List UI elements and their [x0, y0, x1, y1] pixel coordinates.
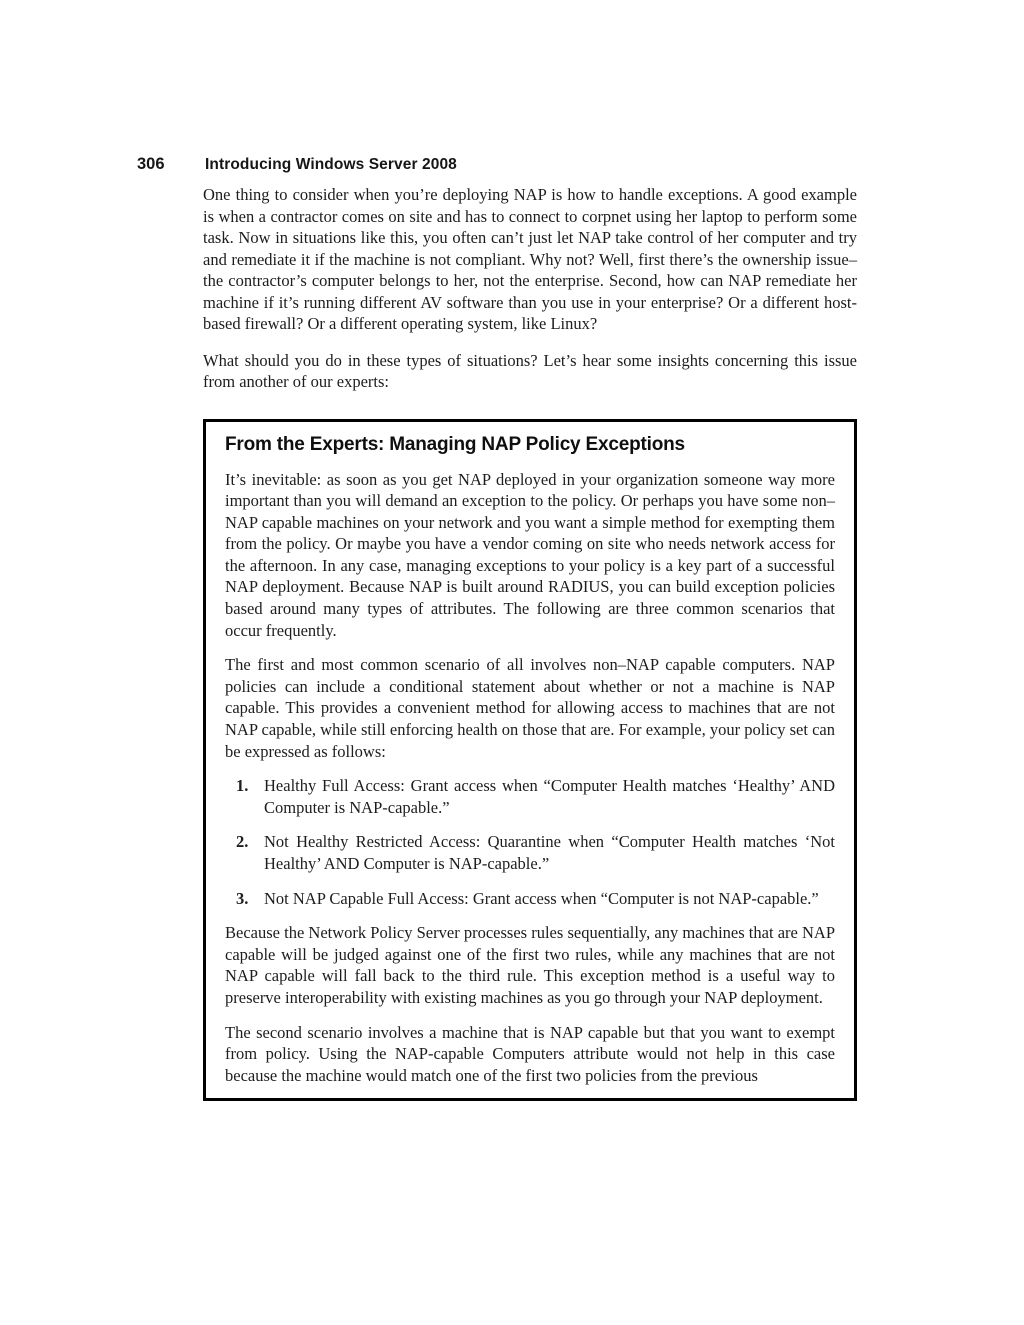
- running-head: [137, 155, 457, 174]
- from-the-experts-box: [203, 419, 857, 1102]
- list-item-number: 1.: [236, 776, 249, 796]
- body-paragraph-1: One thing to consider when you’re deploying NAP is how to handle exceptions. A good example is when a contractor comes on site and has to connect to corpnet using her laptop to perform some task. Now in situations like this, you often can’t just let NAP take control of her computer and try and remediate it if the machine is not compliant. Why not? Well, first there’s the ownership issue–the contractor’s computer belongs to her, not the enterprise. Second, how can NAP remediate her machine if it’s running different AV software than you use in your enterprise? Or a different host-based firewall? Or a different operating system, like Linux?: [203, 185, 857, 333]
- list-item: [236, 831, 835, 874]
- list-item-number: 2.: [236, 832, 249, 852]
- page-content: [203, 184, 857, 1101]
- expert-box-title: From the Experts: Managing NAP Policy Exceptions: [225, 433, 685, 455]
- list-item-text: Not NAP Capable Full Access: Grant access when “Computer is not NAP-capable.”: [264, 888, 819, 908]
- expert-box-paragraph-4: The second scenario involves a machine that is NAP capable but that you want to exempt from policy. Using the NAP-capable Computers attribute would not help in this case because the machine would match one of the first two policies from the previous: [225, 1022, 835, 1085]
- policy-rules-list: [225, 775, 835, 909]
- list-item-text: Not Healthy Restricted Access: Quarantine when “Computer Health matches ‘Not Healthy’ AND Computer is NAP-capable.”: [264, 832, 835, 873]
- expert-box-paragraph-1: It’s inevitable: as soon as you get NAP deployed in your organization someone way more important than you will demand an exception to the policy. Or perhaps you have some non–NAP capable machines on your network and you want a simple method for exempting them from the policy. Or maybe you have a vendor coming on site who needs network access for the afternoon. In any case, managing exceptions to your policy is a key part of a successful NAP deployment. Because NAP is built around RADIUS, you can build exception policies based around many types of attributes. The following are three common scenarios that occur frequently.: [225, 469, 835, 640]
- page-number: 306: [137, 155, 165, 173]
- list-item: [236, 775, 835, 818]
- list-item: [236, 888, 835, 910]
- body-paragraph-2: What should you do in these types of situations? Let’s hear some insights concerning this issue from another of our experts:: [203, 350, 857, 391]
- list-item-number: 3.: [236, 888, 249, 908]
- expert-box-paragraph-2: The first and most common scenario of all involves non–NAP capable computers. NAP policies can include a conditional statement about whether or not a machine is NAP capable. This provides a convenient method for allowing access to machines that are not NAP capable, while still enforcing health on those that are. For example, your policy set can be expressed as follows:: [225, 655, 835, 761]
- list-item-text: Healthy Full Access: Grant access when “Computer Health matches ‘Healthy’ AND Computer is NAP-capable.”: [264, 776, 835, 817]
- running-head-title: Introducing Windows Server 2008: [205, 156, 457, 173]
- expert-box-paragraph-3: Because the Network Policy Server processes rules sequentially, any machines that are NAP capable will be judged against one of the first two rules, while any machines that are not NAP capable will fall back to the third rule. This exception method is a useful way to preserve interoperability with existing machines as you go through your NAP deployment.: [225, 923, 835, 1007]
